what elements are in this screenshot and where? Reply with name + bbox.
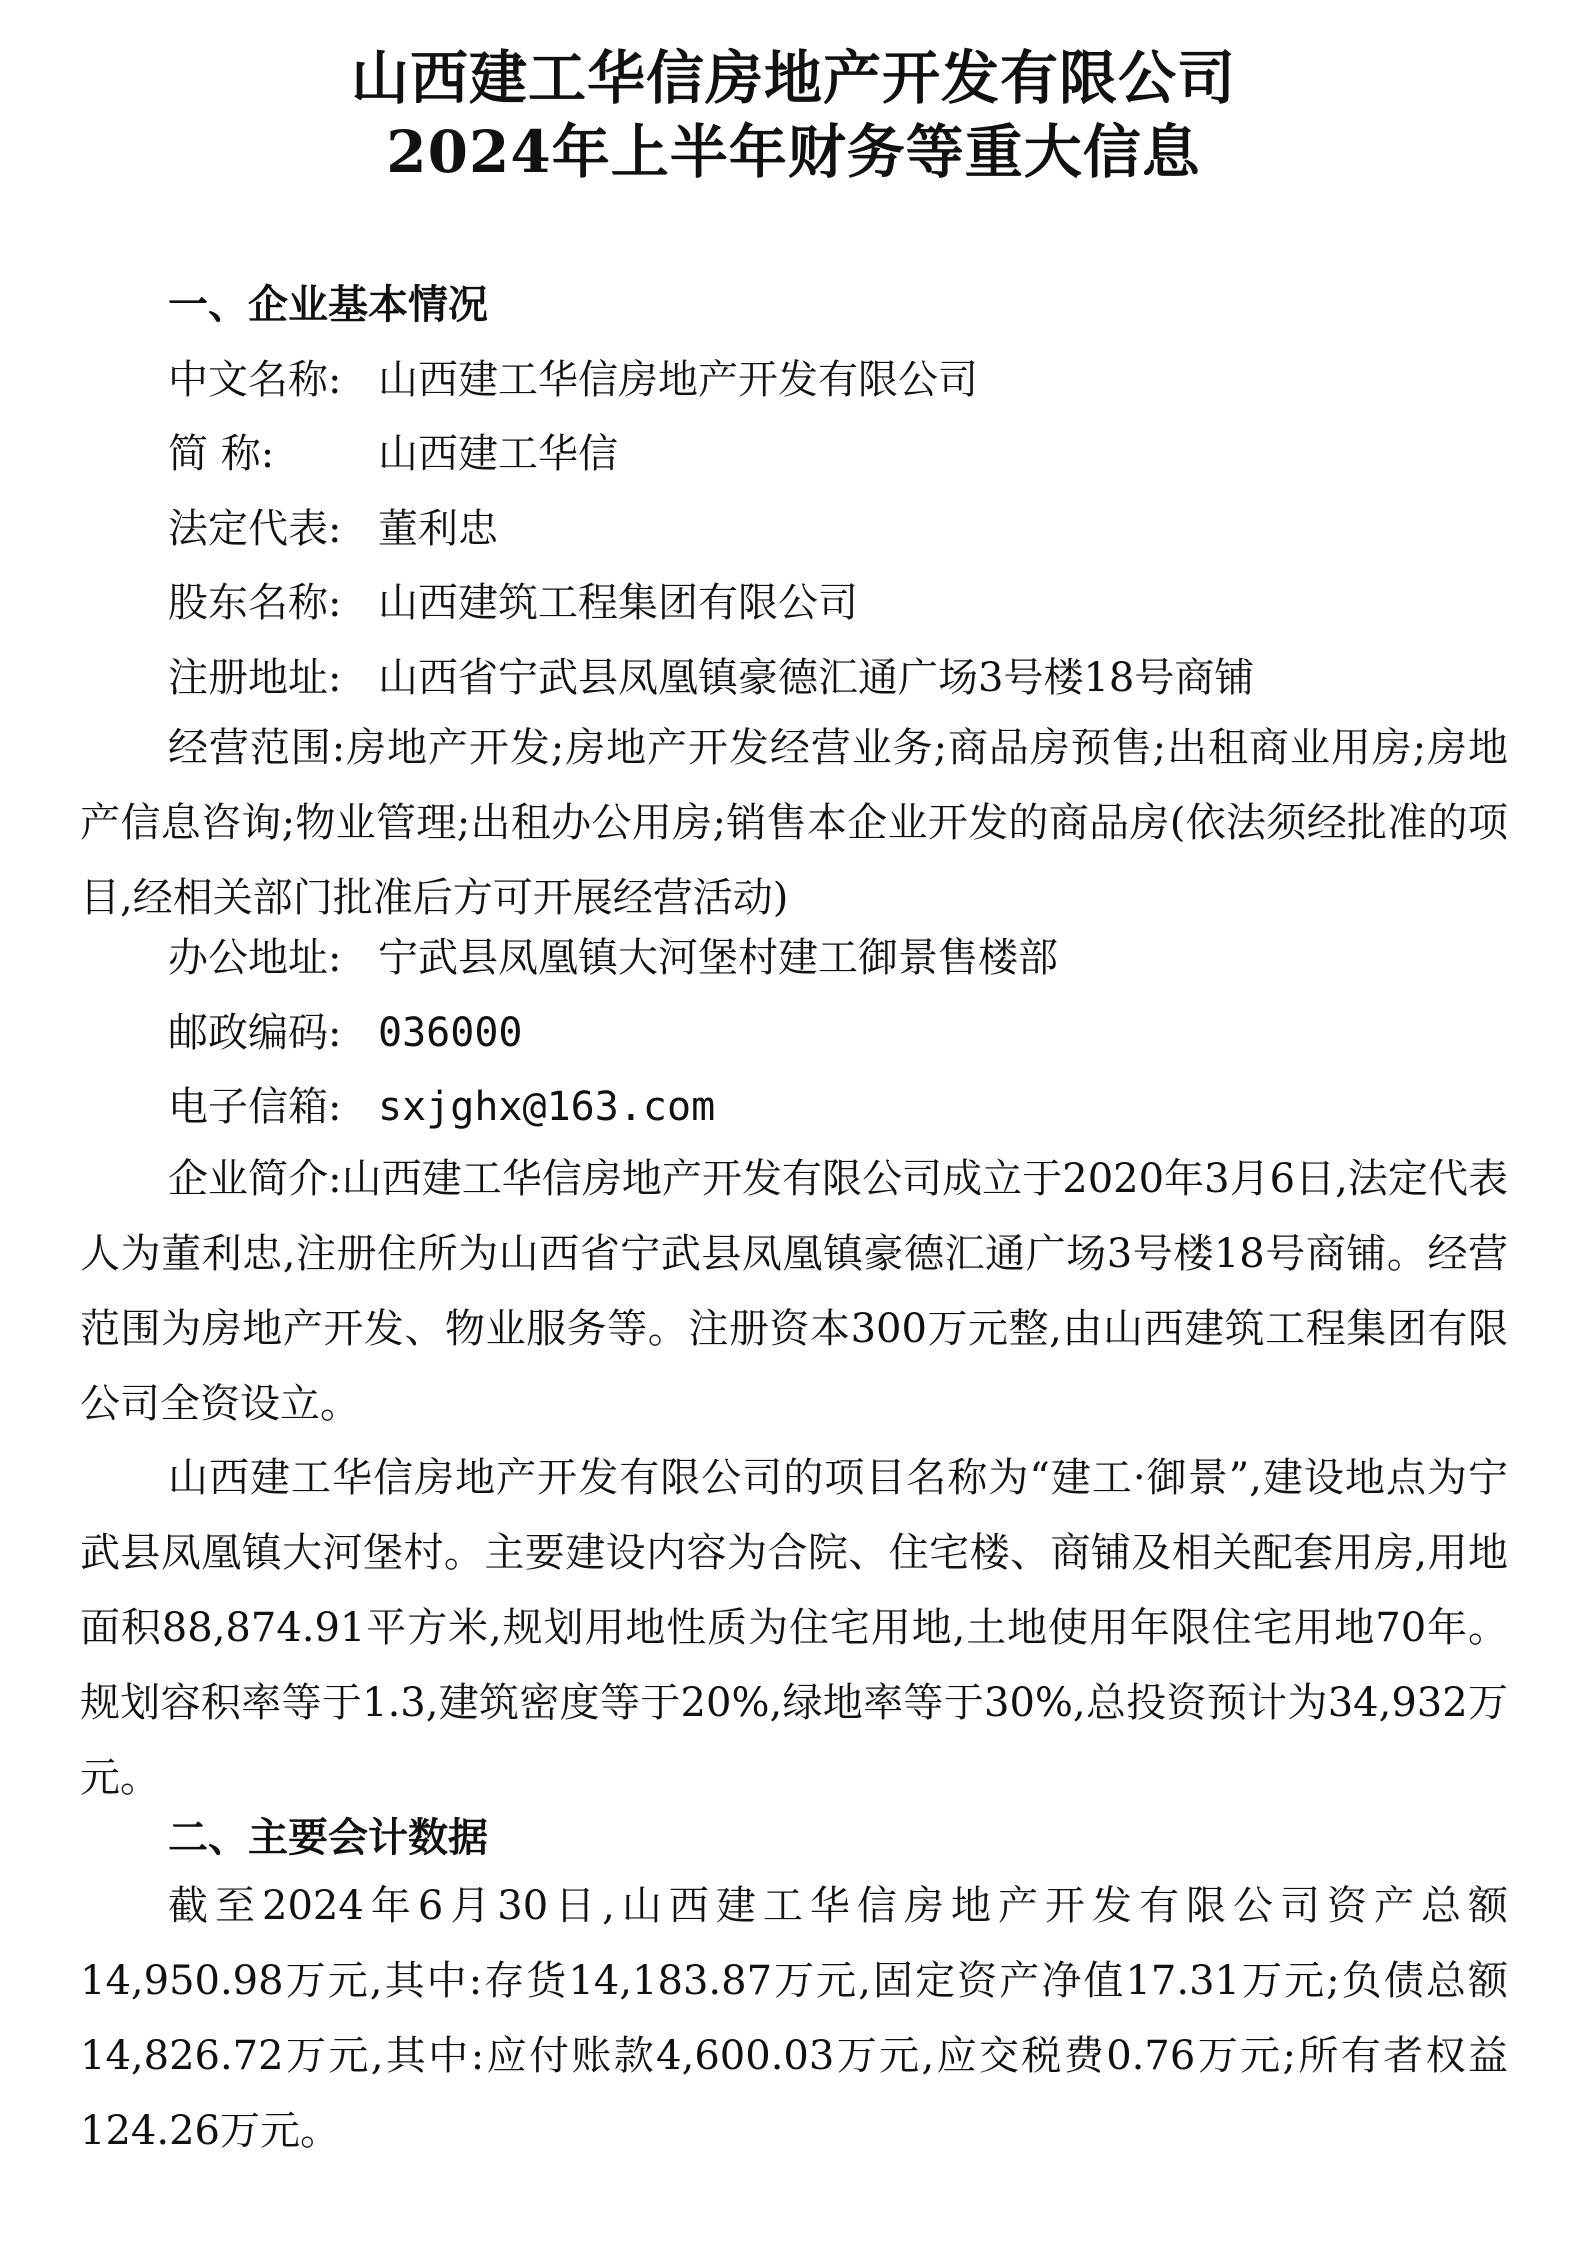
value-shareholder: 山西建筑工程集团有限公司 <box>378 580 858 626</box>
section2-heading: 二、主要会计数据 <box>168 1815 488 1861</box>
row-short-name <box>168 428 618 480</box>
label-office-address: 办公地址: <box>168 935 342 981</box>
label-legal-rep: 法定代表: <box>168 506 342 552</box>
label-short-name: 简 称: <box>168 431 275 477</box>
document-title-line2: 2024年上半年财务等重大信息 <box>386 118 1201 186</box>
row-postcode <box>168 1007 523 1059</box>
row-office-address <box>168 932 1058 984</box>
label-chinese-name: 中文名称: <box>168 357 342 403</box>
value-chinese-name: 山西建工华信房地产开发有限公司 <box>378 357 978 403</box>
label-email: 电子信箱: <box>168 1084 342 1130</box>
value-short-name: 山西建工华信 <box>378 431 618 477</box>
profile-paragraph-2: 山西建工华信房地产开发有限公司的项目名称为“建工·御景”,建设地点为宁武县凤凰镇大河堡村。主要建设内容为合院、住宅楼、商铺及相关配套用房,用地面积88,874.91平方米,规划用地性质为住宅用地,土地使用年限住宅用地70年。规划容积率等于1.3,建筑密度等于20%,绿地率等于30%,总投资预计为34,932万元。 <box>80 1455 1508 1801</box>
label-postcode: 邮政编码: <box>168 1010 342 1056</box>
document-title-line1: 山西建工华信房地产开发有限公司 <box>350 44 1236 112</box>
value-legal-rep: 董利忠 <box>378 506 498 552</box>
row-shareholder <box>168 577 858 629</box>
label-shareholder: 股东名称: <box>168 580 342 626</box>
accounting-data-paragraph: 截至2024年6月30日,山西建工华信房地产开发有限公司资产总额14,950.98万元,其中:存货14,183.87万元,固定资产净值17.31万元;负债总额14,826.72万元,其中:应付账款4,600.03万元,应交税费0.76万元;所有者权益124.26万元。 <box>80 1883 1508 2154</box>
business-scope-paragraph: 经营范围:房地产开发;房地产开发经营业务;商品房预售;出租商业用房;房地产信息咨询;物业管理;出租办公用房;销售本企业开发的商品房(依法须经批准的项目,经相关部门批准后方可开展经营活动) <box>80 725 1508 921</box>
row-reg-address <box>168 652 1254 704</box>
section1-heading: 一、企业基本情况 <box>168 282 488 328</box>
value-reg-address: 山西省宁武县凤凰镇豪德汇通广场3号楼18号商铺 <box>378 655 1255 701</box>
row-email <box>168 1081 715 1133</box>
row-chinese-name-content <box>168 354 978 406</box>
label-reg-address: 注册地址: <box>168 655 342 701</box>
profile-paragraph-1: 企业简介:山西建工华信房地产开发有限公司成立于2020年3月6日,法定代表人为董利忠,注册住所为山西省宁武县凤凰镇豪德汇通广场3号楼18号商铺。经营范围为房地产开发、物业服务等。注册资本300万元整,由山西建筑工程集团有限公司全资设立。 <box>80 1156 1508 1427</box>
value-email: sxjghx@163.com <box>378 1084 716 1130</box>
value-postcode: 036000 <box>378 1010 523 1056</box>
value-office-address: 宁武县凤凰镇大河堡村建工御景售楼部 <box>378 935 1058 981</box>
row-legal-rep <box>168 503 498 555</box>
